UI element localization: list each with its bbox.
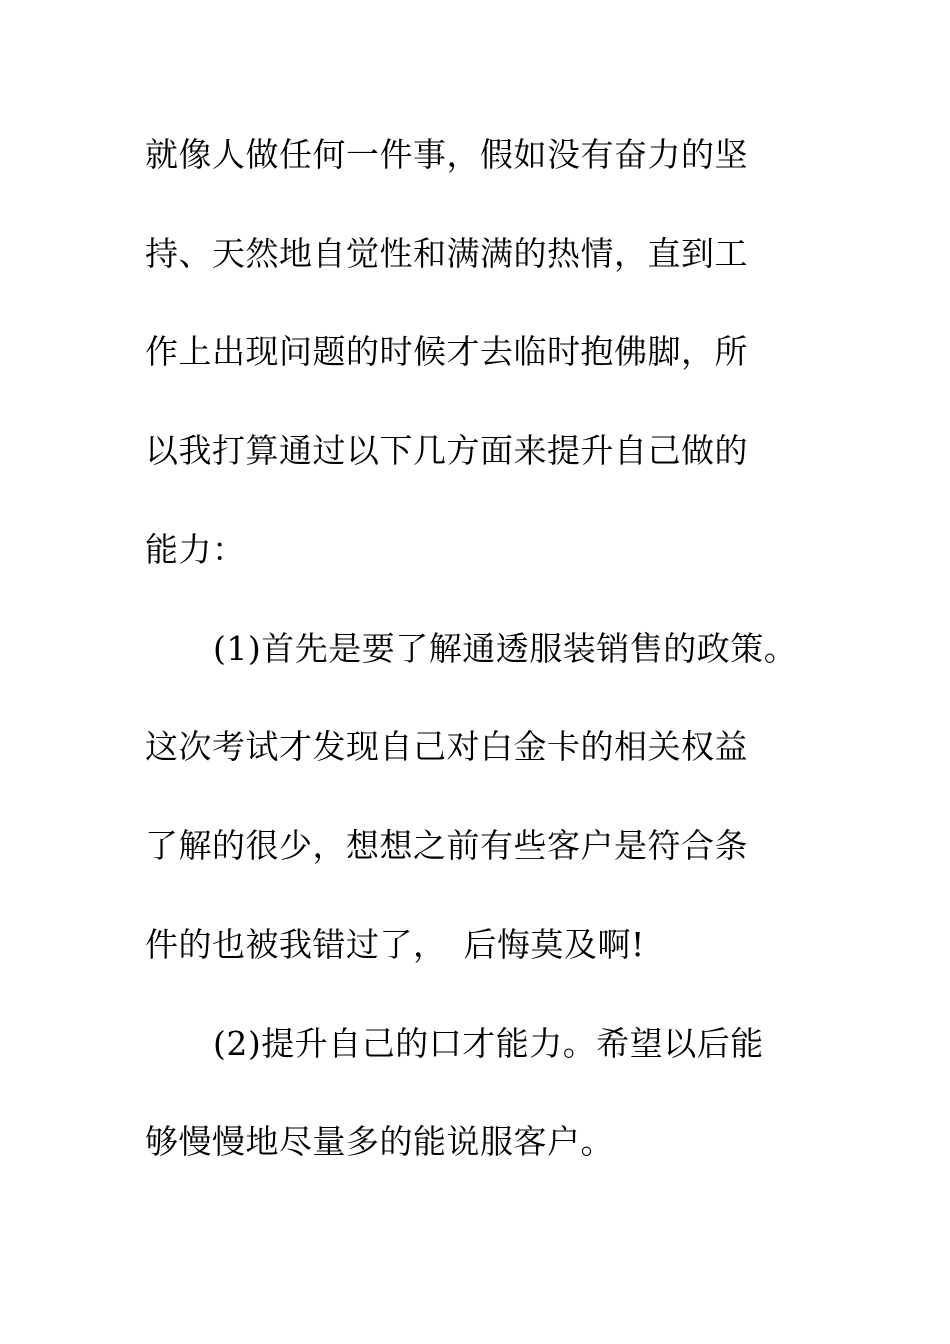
text-line-9: 件的也被我错过了， 后悔莫及啊! <box>145 925 645 964</box>
text-line-8: 了解的很少，想想之前有些客户是符合条 <box>145 826 748 865</box>
text-line-1: 就像人做任何一件事，假如没有奋力的坚 <box>145 135 748 174</box>
list-item-1-start: (1)首先是要了解通透服装销售的政策。 <box>213 629 798 668</box>
text-line-5: 能力： <box>145 530 246 569</box>
list-item-2-start: (2)提升自己的口才能力。希望以后能 <box>213 1024 764 1063</box>
text-line-7: 这次考试才发现自己对白金卡的相关权益 <box>145 727 748 766</box>
text-line-2: 持、天然地自觉性和满满的热情，直到工 <box>145 234 748 273</box>
text-line-4: 以我打算通过以下几方面来提升自己做的 <box>145 431 748 470</box>
text-line-3: 作上出现问题的时候才去临时抱佛脚，所 <box>145 332 748 371</box>
text-line-11: 够慢慢地尽量多的能说服客户。 <box>145 1122 614 1161</box>
